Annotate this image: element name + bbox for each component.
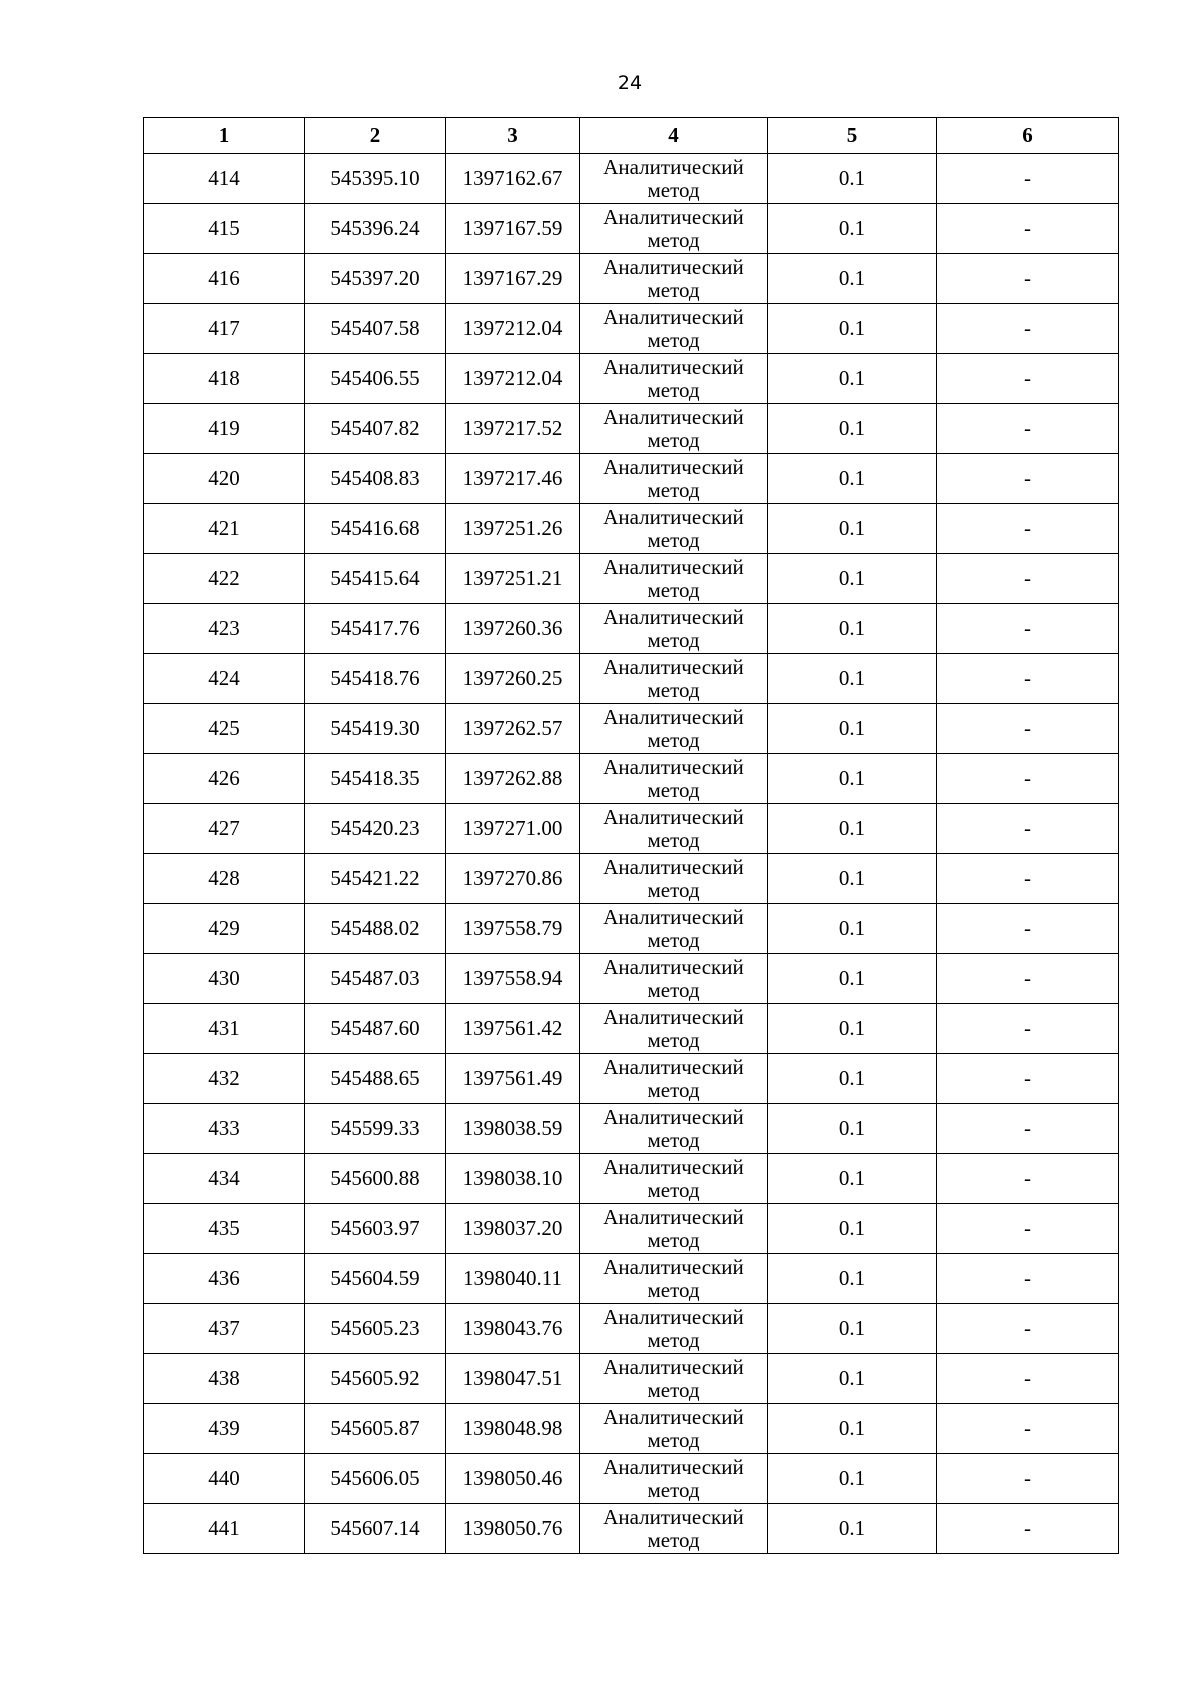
accuracy-cell: 0.1 (768, 954, 937, 1004)
accuracy-cell: 0.1 (768, 654, 937, 704)
point-number-cell: 420 (144, 454, 305, 504)
accuracy-cell: 0.1 (768, 154, 937, 204)
method-cell (580, 1304, 768, 1354)
accuracy-cell: 0.1 (768, 354, 937, 404)
table-row (144, 1054, 1119, 1104)
note-cell: - (937, 604, 1119, 654)
table-row (144, 1404, 1119, 1454)
table-row (144, 554, 1119, 604)
column-header: 3 (446, 118, 580, 154)
y-coordinate-cell: 1398050.46 (446, 1454, 580, 1504)
note-cell: - (937, 1304, 1119, 1354)
method-text: Аналитический метод (603, 1304, 744, 1352)
y-coordinate-cell: 1397561.49 (446, 1054, 580, 1104)
note-cell: - (937, 1004, 1119, 1054)
accuracy-cell: 0.1 (768, 454, 937, 504)
method-text: Аналитический метод (603, 1054, 744, 1102)
method-cell (580, 854, 768, 904)
point-number-cell: 431 (144, 1004, 305, 1054)
x-coordinate-cell: 545418.35 (305, 754, 446, 804)
point-number-cell: 426 (144, 754, 305, 804)
point-number-cell: 429 (144, 904, 305, 954)
note-cell: - (937, 1404, 1119, 1454)
note-cell: - (937, 1504, 1119, 1554)
point-number-cell: 430 (144, 954, 305, 1004)
method-cell (580, 1254, 768, 1304)
y-coordinate-cell: 1397270.86 (446, 854, 580, 904)
table-row (144, 1154, 1119, 1204)
note-cell: - (937, 204, 1119, 254)
accuracy-cell: 0.1 (768, 604, 937, 654)
method-text: Аналитический метод (603, 1454, 744, 1502)
method-text: Аналитический метод (603, 1004, 744, 1052)
note-cell: - (937, 904, 1119, 954)
method-text: Аналитический метод (603, 904, 744, 952)
y-coordinate-cell: 1397262.88 (446, 754, 580, 804)
table-header (144, 118, 1119, 154)
method-text: Аналитический метод (603, 1404, 744, 1452)
x-coordinate-cell: 545408.83 (305, 454, 446, 504)
point-number-cell: 441 (144, 1504, 305, 1554)
method-cell (580, 354, 768, 404)
x-coordinate-cell: 545603.97 (305, 1204, 446, 1254)
method-text: Аналитический метод (603, 654, 744, 702)
y-coordinate-cell: 1398040.11 (446, 1254, 580, 1304)
x-coordinate-cell: 545605.23 (305, 1304, 446, 1354)
method-cell (580, 304, 768, 354)
method-cell (580, 1054, 768, 1104)
accuracy-cell: 0.1 (768, 1254, 937, 1304)
accuracy-cell: 0.1 (768, 754, 937, 804)
y-coordinate-cell: 1398038.59 (446, 1104, 580, 1154)
table-row (144, 204, 1119, 254)
y-coordinate-cell: 1397162.67 (446, 154, 580, 204)
table-row (144, 1204, 1119, 1254)
x-coordinate-cell: 545415.64 (305, 554, 446, 604)
accuracy-cell: 0.1 (768, 204, 937, 254)
y-coordinate-cell: 1397212.04 (446, 354, 580, 404)
x-coordinate-cell: 545420.23 (305, 804, 446, 854)
x-coordinate-cell: 545487.60 (305, 1004, 446, 1054)
y-coordinate-cell: 1398038.10 (446, 1154, 580, 1204)
y-coordinate-cell: 1397260.25 (446, 654, 580, 704)
accuracy-cell: 0.1 (768, 1354, 937, 1404)
table-body (144, 154, 1119, 1554)
method-cell (580, 554, 768, 604)
note-cell: - (937, 654, 1119, 704)
x-coordinate-cell: 545487.03 (305, 954, 446, 1004)
method-text: Аналитический метод (603, 804, 744, 852)
method-cell (580, 504, 768, 554)
point-number-cell: 424 (144, 654, 305, 704)
accuracy-cell: 0.1 (768, 1304, 937, 1354)
table-row (144, 354, 1119, 404)
column-header: 1 (144, 118, 305, 154)
note-cell: - (937, 404, 1119, 454)
note-cell: - (937, 1354, 1119, 1404)
accuracy-cell: 0.1 (768, 554, 937, 604)
accuracy-cell: 0.1 (768, 1504, 937, 1554)
method-cell (580, 904, 768, 954)
point-number-cell: 423 (144, 604, 305, 654)
x-coordinate-cell: 545604.59 (305, 1254, 446, 1304)
method-cell (580, 1154, 768, 1204)
method-text: Аналитический метод (603, 254, 744, 302)
note-cell: - (937, 254, 1119, 304)
x-coordinate-cell: 545600.88 (305, 1154, 446, 1204)
x-coordinate-cell: 545607.14 (305, 1504, 446, 1554)
y-coordinate-cell: 1398037.20 (446, 1204, 580, 1254)
x-coordinate-cell: 545421.22 (305, 854, 446, 904)
x-coordinate-cell: 545419.30 (305, 704, 446, 754)
method-cell (580, 204, 768, 254)
method-cell (580, 1104, 768, 1154)
accuracy-cell: 0.1 (768, 854, 937, 904)
x-coordinate-cell: 545395.10 (305, 154, 446, 204)
point-number-cell: 415 (144, 204, 305, 254)
point-number-cell: 433 (144, 1104, 305, 1154)
table-row (144, 504, 1119, 554)
point-number-cell: 439 (144, 1404, 305, 1454)
method-cell (580, 404, 768, 454)
point-number-cell: 437 (144, 1304, 305, 1354)
x-coordinate-cell: 545416.68 (305, 504, 446, 554)
y-coordinate-cell: 1398050.76 (446, 1504, 580, 1554)
y-coordinate-cell: 1397212.04 (446, 304, 580, 354)
y-coordinate-cell: 1397558.79 (446, 904, 580, 954)
method-cell (580, 654, 768, 704)
y-coordinate-cell: 1398047.51 (446, 1354, 580, 1404)
accuracy-cell: 0.1 (768, 1404, 937, 1454)
accuracy-cell: 0.1 (768, 304, 937, 354)
table-row (144, 304, 1119, 354)
x-coordinate-cell: 545417.76 (305, 604, 446, 654)
accuracy-cell: 0.1 (768, 804, 937, 854)
note-cell: - (937, 354, 1119, 404)
point-number-cell: 440 (144, 1454, 305, 1504)
method-text: Аналитический метод (603, 454, 744, 502)
note-cell: - (937, 1454, 1119, 1504)
accuracy-cell: 0.1 (768, 254, 937, 304)
method-text: Аналитический метод (603, 554, 744, 602)
point-number-cell: 422 (144, 554, 305, 604)
point-number-cell: 414 (144, 154, 305, 204)
method-cell (580, 704, 768, 754)
method-text: Аналитический метод (603, 304, 744, 352)
table-row (144, 1504, 1119, 1554)
accuracy-cell: 0.1 (768, 404, 937, 454)
y-coordinate-cell: 1397558.94 (446, 954, 580, 1004)
y-coordinate-cell: 1397217.46 (446, 454, 580, 504)
method-cell (580, 954, 768, 1004)
method-cell (580, 154, 768, 204)
y-coordinate-cell: 1397260.36 (446, 604, 580, 654)
y-coordinate-cell: 1397262.57 (446, 704, 580, 754)
method-text: Аналитический метод (603, 1354, 744, 1402)
table-row (144, 454, 1119, 504)
method-text: Аналитический метод (603, 604, 744, 652)
note-cell: - (937, 1254, 1119, 1304)
accuracy-cell: 0.1 (768, 704, 937, 754)
method-cell (580, 254, 768, 304)
x-coordinate-cell: 545606.05 (305, 1454, 446, 1504)
table-row (144, 654, 1119, 704)
note-cell: - (937, 1104, 1119, 1154)
table-row (144, 1104, 1119, 1154)
y-coordinate-cell: 1397251.21 (446, 554, 580, 604)
method-cell (580, 804, 768, 854)
table-row (144, 1254, 1119, 1304)
method-text: Аналитический метод (603, 1204, 744, 1252)
method-text: Аналитический метод (603, 1104, 744, 1152)
y-coordinate-cell: 1397271.00 (446, 804, 580, 854)
x-coordinate-cell: 545407.82 (305, 404, 446, 454)
table-row (144, 404, 1119, 454)
method-text: Аналитический метод (603, 754, 744, 802)
x-coordinate-cell: 545488.02 (305, 904, 446, 954)
x-coordinate-cell: 545407.58 (305, 304, 446, 354)
accuracy-cell: 0.1 (768, 1104, 937, 1154)
accuracy-cell: 0.1 (768, 1204, 937, 1254)
table-row (144, 754, 1119, 804)
y-coordinate-cell: 1398048.98 (446, 1404, 580, 1454)
accuracy-cell: 0.1 (768, 1054, 937, 1104)
table-row (144, 1304, 1119, 1354)
point-number-cell: 434 (144, 1154, 305, 1204)
coordinates-table (143, 117, 1119, 1554)
note-cell: - (937, 954, 1119, 1004)
method-text: Аналитический метод (603, 954, 744, 1002)
x-coordinate-cell: 545418.76 (305, 654, 446, 704)
note-cell: - (937, 154, 1119, 204)
table-row (144, 1454, 1119, 1504)
note-cell: - (937, 704, 1119, 754)
table-row (144, 904, 1119, 954)
x-coordinate-cell: 545396.24 (305, 204, 446, 254)
method-cell (580, 1354, 768, 1404)
method-cell (580, 1004, 768, 1054)
method-text: Аналитический метод (603, 1504, 744, 1552)
point-number-cell: 427 (144, 804, 305, 854)
y-coordinate-cell: 1397251.26 (446, 504, 580, 554)
x-coordinate-cell: 545488.65 (305, 1054, 446, 1104)
accuracy-cell: 0.1 (768, 1454, 937, 1504)
method-cell (580, 454, 768, 504)
method-text: Аналитический метод (603, 1154, 744, 1202)
point-number-cell: 435 (144, 1204, 305, 1254)
x-coordinate-cell: 545605.92 (305, 1354, 446, 1404)
y-coordinate-cell: 1397167.29 (446, 254, 580, 304)
note-cell: - (937, 304, 1119, 354)
table-row (144, 1004, 1119, 1054)
table-row (144, 804, 1119, 854)
point-number-cell: 432 (144, 1054, 305, 1104)
method-text: Аналитический метод (603, 204, 744, 252)
column-header: 6 (937, 118, 1119, 154)
accuracy-cell: 0.1 (768, 1154, 937, 1204)
page-number: 24 (617, 72, 643, 94)
point-number-cell: 419 (144, 404, 305, 454)
table-row (144, 604, 1119, 654)
method-cell (580, 754, 768, 804)
method-cell (580, 1504, 768, 1554)
y-coordinate-cell: 1397217.52 (446, 404, 580, 454)
table-row (144, 704, 1119, 754)
table-row (144, 954, 1119, 1004)
note-cell: - (937, 504, 1119, 554)
column-header: 4 (580, 118, 768, 154)
method-text: Аналитический метод (603, 154, 744, 202)
accuracy-cell: 0.1 (768, 1004, 937, 1054)
point-number-cell: 417 (144, 304, 305, 354)
method-cell (580, 1404, 768, 1454)
method-text: Аналитический метод (603, 704, 744, 752)
method-text: Аналитический метод (603, 504, 744, 552)
point-number-cell: 418 (144, 354, 305, 404)
point-number-cell: 421 (144, 504, 305, 554)
x-coordinate-cell: 545605.87 (305, 1404, 446, 1454)
point-number-cell: 425 (144, 704, 305, 754)
method-text: Аналитический метод (603, 404, 744, 452)
method-cell (580, 1454, 768, 1504)
x-coordinate-cell: 545599.33 (305, 1104, 446, 1154)
method-cell (580, 604, 768, 654)
note-cell: - (937, 454, 1119, 504)
note-cell: - (937, 1154, 1119, 1204)
x-coordinate-cell: 545406.55 (305, 354, 446, 404)
method-text: Аналитический метод (603, 354, 744, 402)
point-number-cell: 436 (144, 1254, 305, 1304)
column-header: 2 (305, 118, 446, 154)
column-header: 5 (768, 118, 937, 154)
table-row (144, 154, 1119, 204)
note-cell: - (937, 1204, 1119, 1254)
point-number-cell: 428 (144, 854, 305, 904)
x-coordinate-cell: 545397.20 (305, 254, 446, 304)
y-coordinate-cell: 1398043.76 (446, 1304, 580, 1354)
table-row (144, 254, 1119, 304)
note-cell: - (937, 854, 1119, 904)
note-cell: - (937, 1054, 1119, 1104)
point-number-cell: 438 (144, 1354, 305, 1404)
y-coordinate-cell: 1397167.59 (446, 204, 580, 254)
table-row (144, 854, 1119, 904)
y-coordinate-cell: 1397561.42 (446, 1004, 580, 1054)
point-number-cell: 416 (144, 254, 305, 304)
method-text: Аналитический метод (603, 1254, 744, 1302)
accuracy-cell: 0.1 (768, 904, 937, 954)
note-cell: - (937, 754, 1119, 804)
accuracy-cell: 0.1 (768, 504, 937, 554)
method-cell (580, 1204, 768, 1254)
method-text: Аналитический метод (603, 854, 744, 902)
table-row (144, 1354, 1119, 1404)
note-cell: - (937, 804, 1119, 854)
note-cell: - (937, 554, 1119, 604)
header-row (144, 118, 1119, 154)
